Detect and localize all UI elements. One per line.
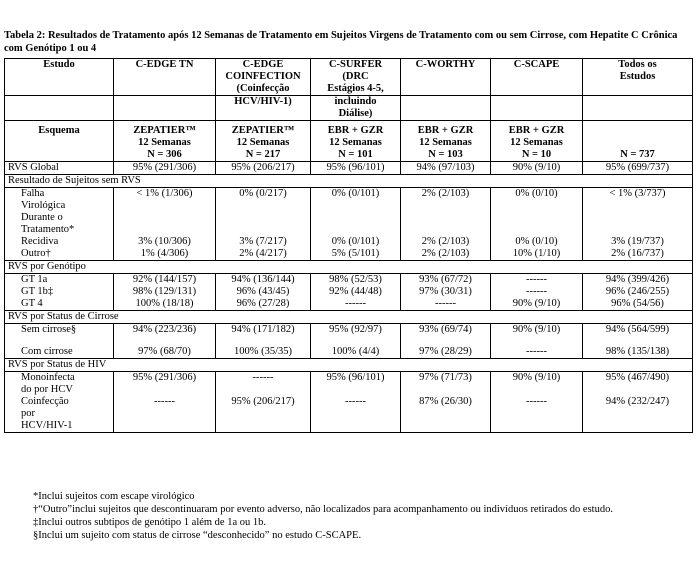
- gt1b-label: GT 1b‡: [5, 286, 114, 298]
- section-title: RVS por Genótipo: [5, 261, 693, 274]
- header-row: [5, 59, 693, 96]
- gt4-value: 96% (54/56): [583, 298, 693, 311]
- hcv-mono-row: [5, 372, 693, 397]
- header-c-surfer-line1: C-SURFER: [328, 59, 383, 70]
- header-c-edge-coinf-line4: HCV/HIV-1): [216, 96, 311, 121]
- gt4-row: [5, 298, 693, 311]
- footnote-virologic-escape: *Inclui sujeitos com escape virológico: [33, 491, 195, 502]
- section-cirrhosis: [5, 311, 693, 324]
- gt1b-value: 96% (43/45): [216, 286, 311, 298]
- header-c-surfer-line5: Diálise): [338, 108, 373, 119]
- gt4-value: 90% (9/10): [491, 298, 583, 311]
- section-title: RVS por Status de HIV: [5, 359, 693, 372]
- gt1a-value: 94% (399/426): [583, 274, 693, 287]
- relapse-value: 3% (10/306): [114, 236, 216, 248]
- gt1b-row: [5, 286, 693, 298]
- svr-overall-value: 95% (206/217): [216, 162, 311, 175]
- regimen-col-5: EBR + GZR 12 Semanas N = 10: [491, 121, 583, 162]
- relapse-value: 0% (0/10): [491, 236, 583, 248]
- relapse-value: 3% (7/217): [216, 236, 311, 248]
- header-study: Estudo: [5, 59, 114, 96]
- hcv-mono-value: 97% (71/73): [401, 372, 491, 397]
- no-cirrhosis-value: 93% (69/74): [401, 324, 491, 337]
- header-c-surfer-cont: [311, 96, 401, 121]
- section-hiv: [5, 359, 693, 372]
- regimen-col-4: EBR + GZR 12 Semanas N = 103: [401, 121, 491, 162]
- gt1a-value: 92% (144/157): [114, 274, 216, 287]
- other-value: 2% (2/103): [401, 248, 491, 261]
- header-c-edge-coinfection: [216, 59, 311, 96]
- svr-overall-value: 95% (291/306): [114, 162, 216, 175]
- gt1b-value: 96% (246/255): [583, 286, 693, 298]
- svr-overall-row: [5, 162, 693, 175]
- regimen-row: [5, 121, 693, 162]
- hcv-hiv-coinf-row: [5, 396, 693, 433]
- header-c-scape: C-SCAPE: [491, 59, 583, 96]
- footnote-genotype-subtypes: ‡Inclui outros subtipos de genótipo 1 além de 1a ou 1b.: [33, 517, 267, 528]
- svr-overall-value: 95% (699/737): [583, 162, 693, 175]
- svr-overall-label: RVS Global: [5, 162, 114, 175]
- svr-overall-value: 94% (97/103): [401, 162, 491, 175]
- svr-overall-value: 90% (9/10): [491, 162, 583, 175]
- header-c-edge-tn: C-EDGE TN: [114, 59, 216, 96]
- virologic-failure-label: Falha Virológica Durante o Tratamento*: [5, 188, 114, 237]
- table-caption: Tabela 2: Resultados de Tratamento após 12 Semanas de Tratamento em Sujeitos Virgens de Tratamento com ou sem Cirrose, com Hepatite C Crônica com Genótipo 1 ou 4: [4, 30, 678, 54]
- relapse-value: 2% (2/103): [401, 236, 491, 248]
- with-cirrhosis-value: 98% (135/138): [583, 336, 693, 359]
- hcv-mono-label: Monoinfecta do por HCV: [5, 372, 114, 397]
- with-cirrhosis-value: 97% (68/70): [114, 336, 216, 359]
- header-c-surfer-line4: incluindo: [334, 96, 377, 107]
- gt4-label: GT 4: [5, 298, 114, 311]
- other-value: 2% (16/737): [583, 248, 693, 261]
- footnotes: [33, 490, 683, 542]
- section-no-svr: [5, 175, 693, 188]
- no-cirrhosis-value: 94% (564/599): [583, 324, 693, 337]
- regimen-col-3: EBR + GZR 12 Semanas N = 101: [311, 121, 401, 162]
- header-row-continued: [5, 96, 693, 121]
- relapse-label: Recidiva: [5, 236, 114, 248]
- hcv-mono-value: 95% (96/101): [311, 372, 401, 397]
- hcv-hiv-coinf-value: ------: [491, 396, 583, 433]
- header-c-surfer: [311, 59, 401, 96]
- gt1a-value: ------: [491, 274, 583, 287]
- regimen-col-2: ZEPATIER™ 12 Semanas N = 217: [216, 121, 311, 162]
- hcv-mono-value: 95% (467/490): [583, 372, 693, 397]
- other-value: 2% (4/217): [216, 248, 311, 261]
- no-cirrhosis-row: [5, 324, 693, 337]
- gt4-value: 96% (27/28): [216, 298, 311, 311]
- header-c-worthy: C-WORTHY: [401, 59, 491, 96]
- gt1a-value: 93% (67/72): [401, 274, 491, 287]
- svr-overall-value: 95% (96/101): [311, 162, 401, 175]
- regimen-label: Esquema: [5, 121, 114, 162]
- header-c-surfer-line3: Estágios 4-5,: [327, 83, 384, 94]
- relapse-row: [5, 236, 693, 248]
- virologic-failure-value: 0% (0/217): [216, 188, 311, 237]
- no-cirrhosis-value: 90% (9/10): [491, 324, 583, 337]
- header-all-studies: [583, 59, 693, 96]
- gt1b-value: 98% (129/131): [114, 286, 216, 298]
- gt1b-value: 92% (44/48): [311, 286, 401, 298]
- hcv-hiv-coinf-value: 95% (206/217): [216, 396, 311, 433]
- header-c-edge-coinf-line3: (Coinfecção: [236, 83, 290, 94]
- hcv-hiv-coinf-value: 94% (232/247): [583, 396, 693, 433]
- footnote-other: †“Outro”inclui sujeitos que descontinuaram por evento adverso, não localizados para acompanhamento ou indivíduos retirados do estudo.: [33, 504, 613, 515]
- hcv-hiv-coinf-label: Coinfecção por HCV/HIV-1: [5, 396, 114, 433]
- regimen-col-6: N = 737: [583, 121, 693, 162]
- header-c-surfer-line2: (DRC: [342, 71, 369, 82]
- with-cirrhosis-value: 100% (4/4): [311, 336, 401, 359]
- gt1a-row: [5, 274, 693, 287]
- virologic-failure-value: < 1% (3/737): [583, 188, 693, 237]
- gt1a-value: 94% (136/144): [216, 274, 311, 287]
- no-cirrhosis-value: 94% (223/236): [114, 324, 216, 337]
- gt4-value: 100% (18/18): [114, 298, 216, 311]
- with-cirrhosis-value: 97% (28/29): [401, 336, 491, 359]
- gt1b-value: ------: [491, 286, 583, 298]
- gt1b-value: 97% (30/31): [401, 286, 491, 298]
- results-table: [4, 58, 693, 433]
- other-label: Outro†: [5, 248, 114, 261]
- with-cirrhosis-value: 100% (35/35): [216, 336, 311, 359]
- relapse-value: 3% (19/737): [583, 236, 693, 248]
- section-title: Resultado de Sujeitos sem RVS: [5, 175, 693, 188]
- hcv-hiv-coinf-value: 87% (26/30): [401, 396, 491, 433]
- section-title: RVS por Status de Cirrose: [5, 311, 693, 324]
- no-cirrhosis-label: Sem cirrose§: [5, 324, 114, 337]
- no-cirrhosis-value: 95% (92/97): [311, 324, 401, 337]
- other-value: 10% (1/10): [491, 248, 583, 261]
- virologic-failure-row: [5, 188, 693, 237]
- other-value: 5% (5/101): [311, 248, 401, 261]
- relapse-value: 0% (0/101): [311, 236, 401, 248]
- with-cirrhosis-label: Com cirrose: [5, 336, 114, 359]
- hcv-mono-value: 95% (291/306): [114, 372, 216, 397]
- hcv-hiv-coinf-value: ------: [114, 396, 216, 433]
- hcv-hiv-coinf-value: ------: [311, 396, 401, 433]
- header-c-edge-coinf-line2: COINFECTION: [225, 71, 301, 82]
- hcv-mono-value: ------: [216, 372, 311, 397]
- with-cirrhosis-row: [5, 336, 693, 359]
- virologic-failure-value: 2% (2/103): [401, 188, 491, 237]
- other-row: [5, 248, 693, 261]
- header-all-line2: Estudos: [619, 71, 656, 82]
- gt4-value: ------: [401, 298, 491, 311]
- gt1a-value: 98% (52/53): [311, 274, 401, 287]
- regimen-col-1: ZEPATIER™ 12 Semanas N = 306: [114, 121, 216, 162]
- header-c-edge-coinf-line1: C-EDGE: [242, 59, 284, 70]
- gt1a-label: GT 1a: [5, 274, 114, 287]
- footnote-cirrhosis-unknown: §Inclui um sujeito com status de cirrose “desconhecido” no estudo C-SCAPE.: [33, 530, 362, 541]
- virologic-failure-value: 0% (0/101): [311, 188, 401, 237]
- no-cirrhosis-value: 94% (171/182): [216, 324, 311, 337]
- gt4-value: ------: [311, 298, 401, 311]
- with-cirrhosis-value: ------: [491, 336, 583, 359]
- virologic-failure-value: 0% (0/10): [491, 188, 583, 237]
- other-value: 1% (4/306): [114, 248, 216, 261]
- hcv-mono-value: 90% (9/10): [491, 372, 583, 397]
- section-genotype: [5, 261, 693, 274]
- virologic-failure-value: < 1% (1/306): [114, 188, 216, 237]
- header-all-line1: Todos os: [618, 59, 657, 70]
